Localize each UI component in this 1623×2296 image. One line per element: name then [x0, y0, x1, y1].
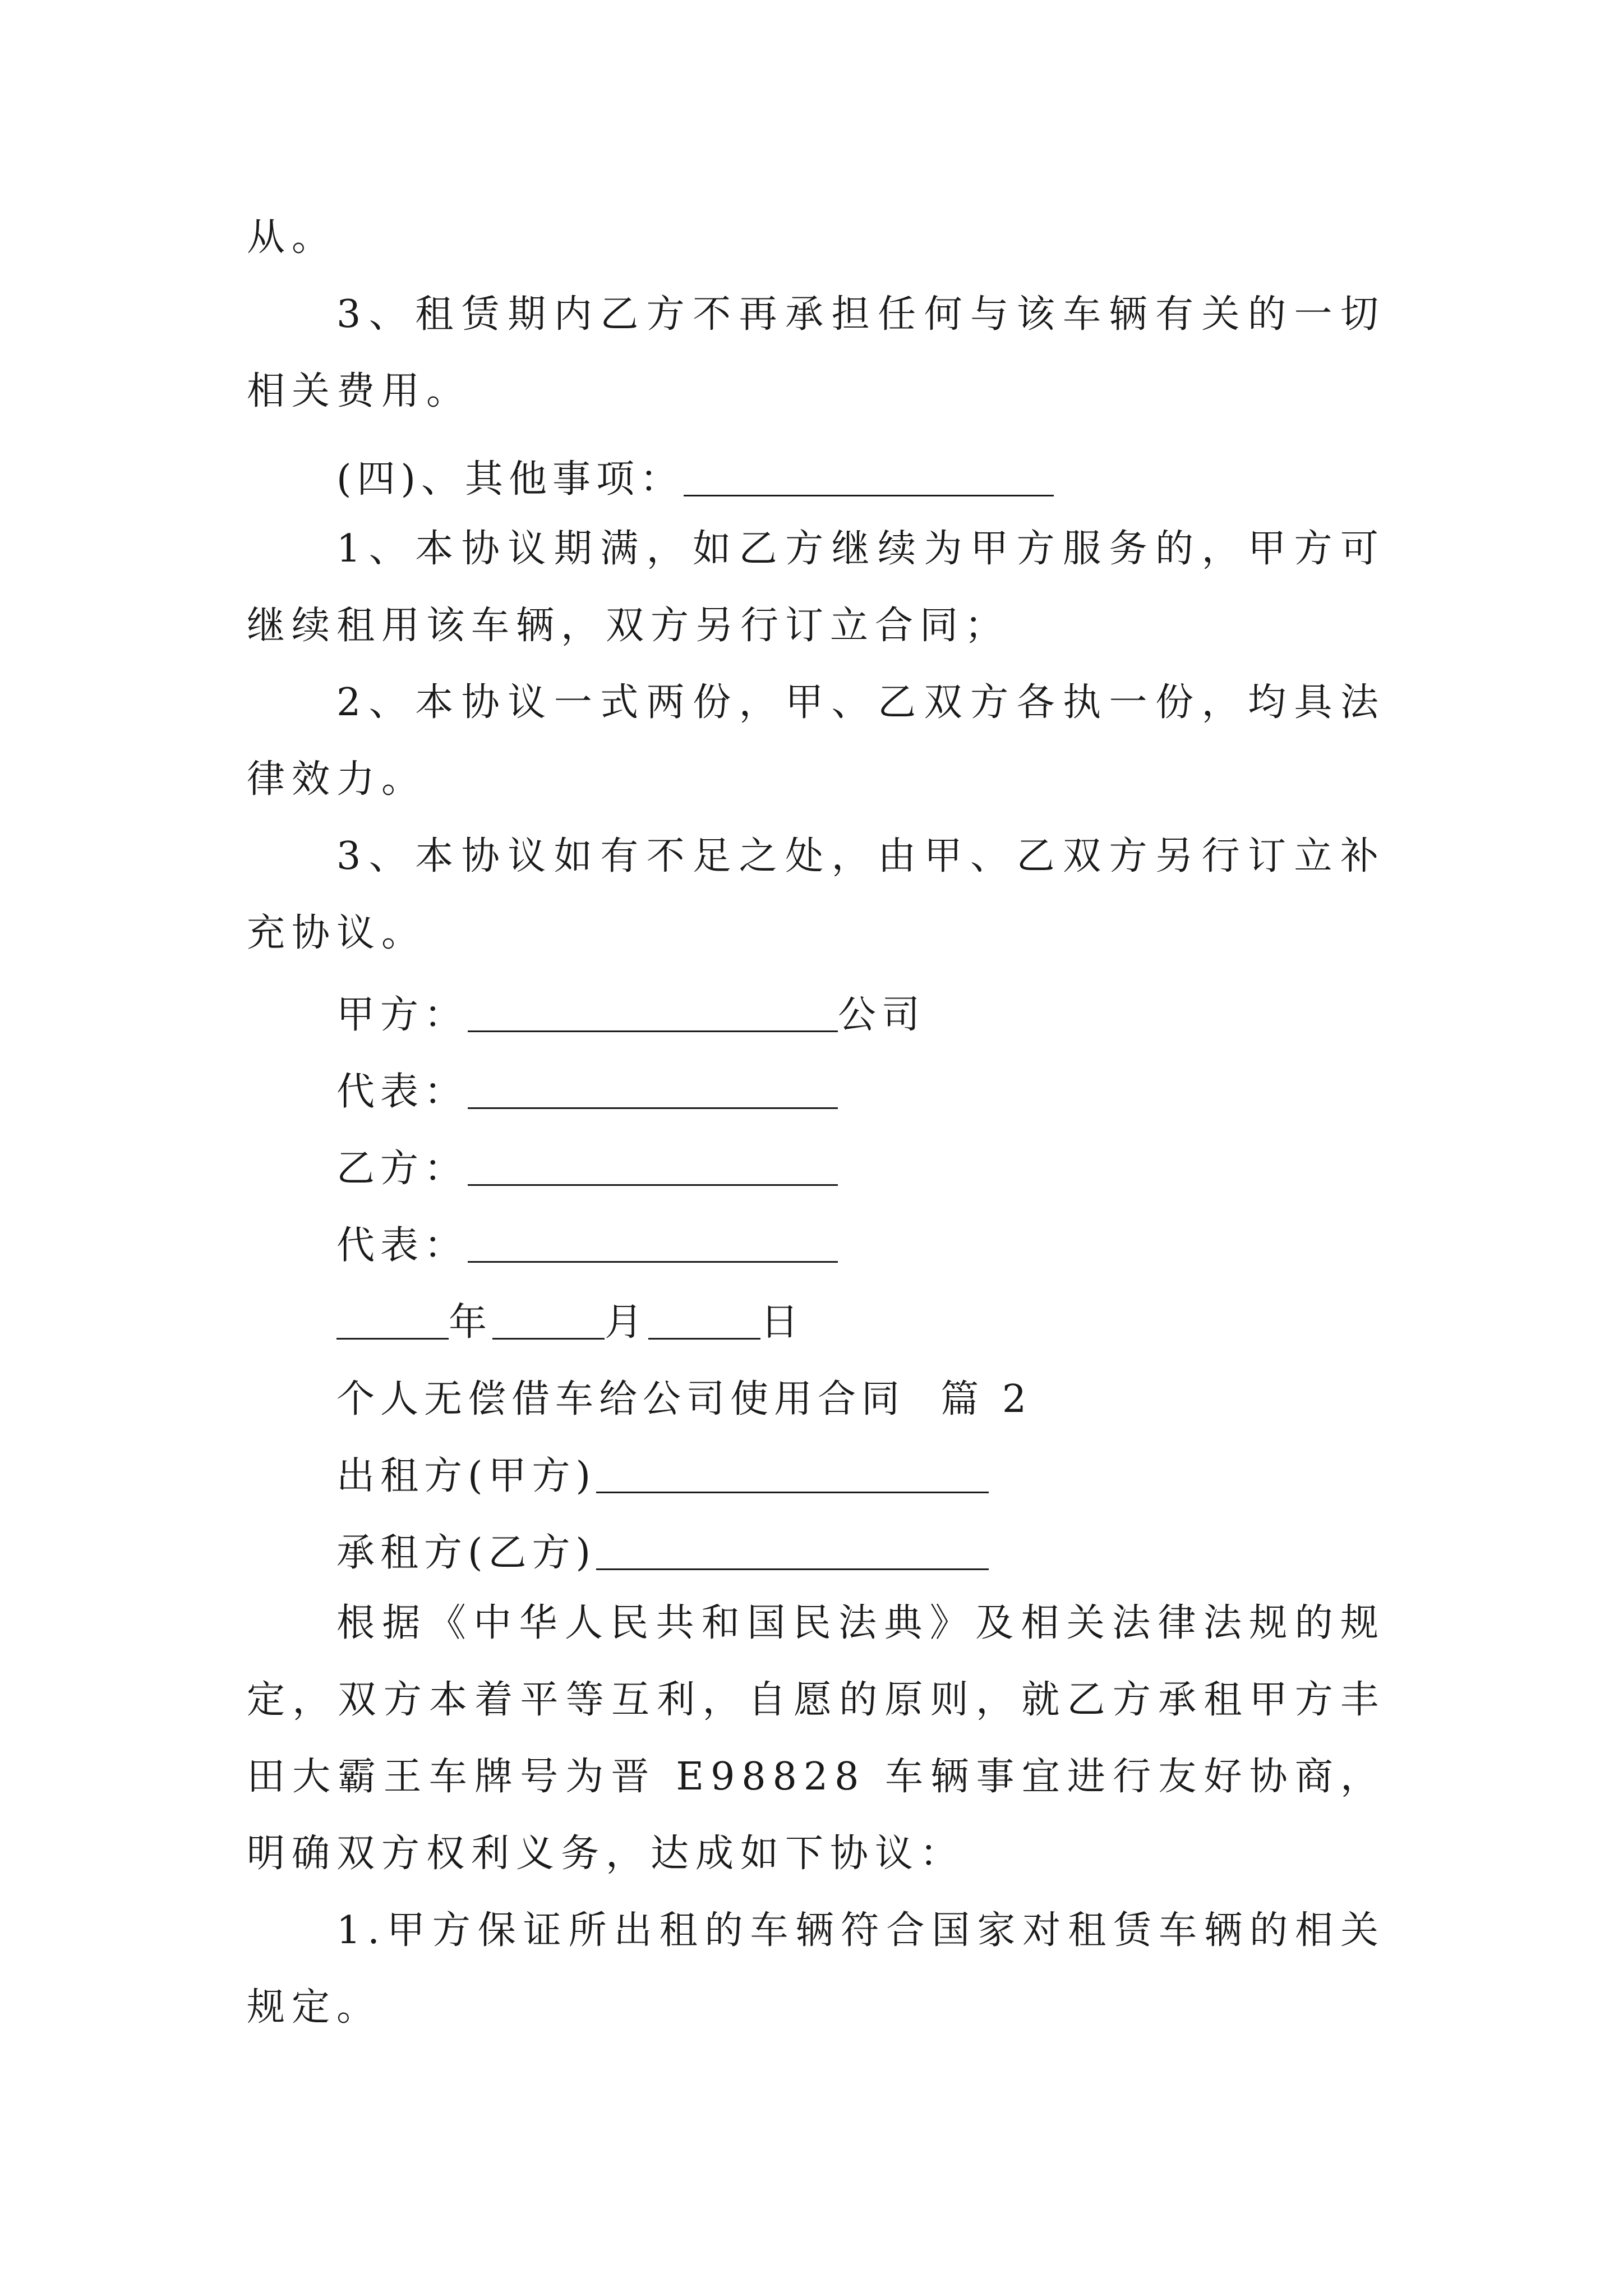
contract-2-title	[336, 1369, 1032, 1423]
other-matters-heading	[336, 449, 1054, 503]
paragraph-clause-2: 2、本协议一式两份，甲、乙双方各执一份，均具法律效力。	[247, 680, 1385, 802]
paragraph-preamble: 根据《中华人民共和国民法典》及相关法律法规的规定，双方本着平等互利，自愿的原则，就乙方承租甲方丰田大霸王车牌号为晋 E98828 车辆事宜进行友好协商，明确双方权利义务，达成如下协议：	[247, 1601, 1385, 1876]
party-a-label: 甲方：	[336, 993, 468, 1037]
signature-party-a	[336, 984, 925, 1039]
text-block-bottom	[247, 1585, 1385, 2046]
lessor-line	[336, 1446, 989, 1500]
other-matters-label: (四)、其他事项：	[336, 457, 684, 501]
lessee-line	[336, 1522, 989, 1577]
paragraph-item-1: 1.甲方保证所出租的车辆符合国家对租赁车辆的相关规定。	[247, 1908, 1385, 2030]
signature-representative-1	[336, 1061, 838, 1116]
party-a-suffix: 公司	[838, 993, 926, 1037]
text-block-top	[247, 199, 1385, 430]
lessor-blank	[596, 1458, 989, 1493]
year-label: 年	[449, 1300, 493, 1345]
representative-2-label: 代表：	[336, 1223, 468, 1268]
date-line	[336, 1292, 804, 1346]
party-a-blank	[468, 997, 838, 1032]
lessee-label: 承租方(乙方)	[336, 1531, 597, 1575]
lessee-blank	[596, 1535, 989, 1570]
month-label: 月	[605, 1300, 649, 1345]
paragraph-clause-1: 1、本协议期满，如乙方继续为甲方服务的，甲方可继续租用该车辆，双方另行订立合同；	[247, 527, 1385, 648]
party-b-blank	[468, 1151, 838, 1186]
representative-1-blank	[468, 1074, 838, 1109]
day-label: 日	[760, 1300, 805, 1345]
month-blank	[492, 1304, 605, 1340]
signature-party-b	[336, 1138, 838, 1193]
other-matters-blank	[684, 461, 1054, 496]
party-b-label: 乙方：	[336, 1147, 468, 1191]
representative-1-label: 代表：	[336, 1070, 468, 1114]
paragraph-clause-3: 3、租赁期内乙方不再承担任何与该车辆有关的一切相关费用。	[247, 292, 1385, 413]
paragraph-continuation: 从。	[247, 215, 337, 260]
lessor-label: 出租方(甲方)	[336, 1454, 597, 1498]
representative-2-blank	[468, 1227, 838, 1263]
contract-2-title-text: 个人无偿借车给公司使用合同 篇 2	[336, 1377, 1032, 1421]
paragraph-clause-3b: 3、本协议如有不足之处，由甲、乙双方另行订立补充协议。	[247, 834, 1385, 955]
signature-representative-2	[336, 1215, 838, 1269]
day-blank	[648, 1304, 760, 1340]
year-blank	[336, 1304, 449, 1340]
text-block-clauses	[247, 510, 1385, 972]
